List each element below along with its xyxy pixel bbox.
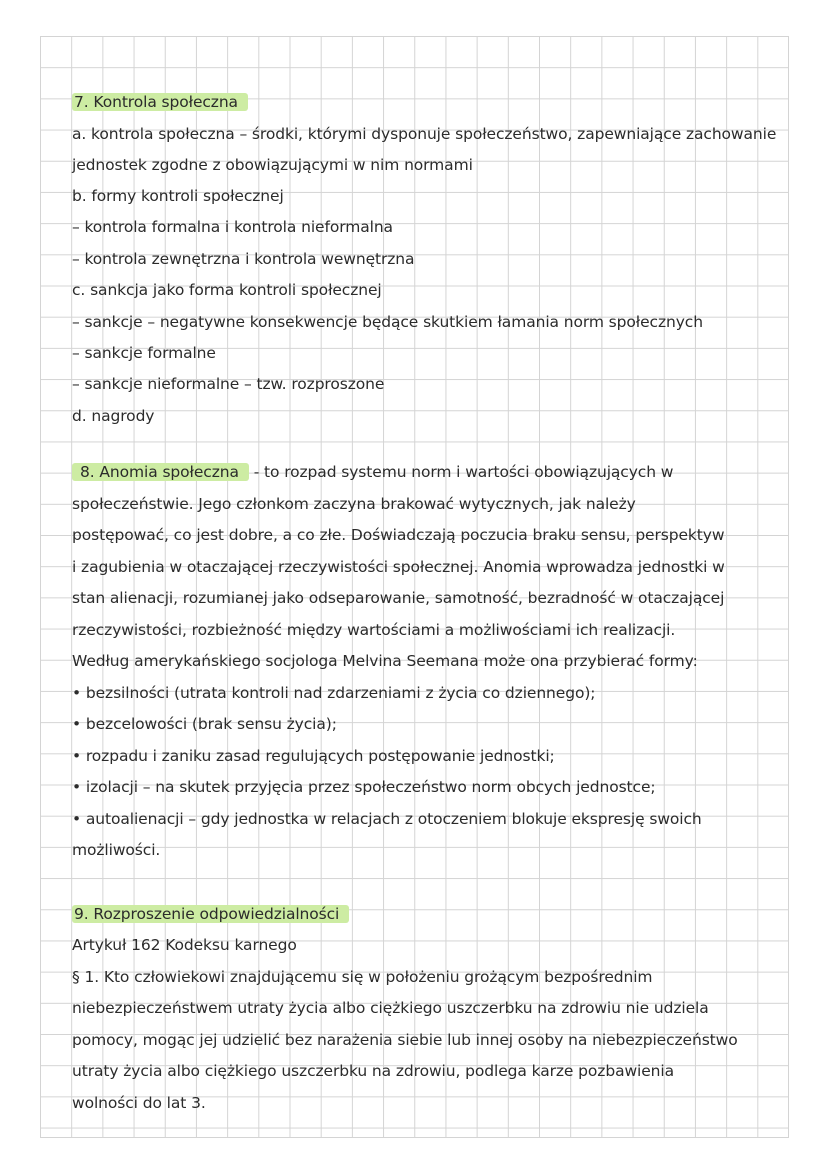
section-7-line: d. nagrody (72, 407, 155, 425)
section-8-bullet: • bezcelowości (brak sensu życia); (72, 715, 337, 733)
section-7-heading-line (72, 92, 248, 112)
section-8-heading: 8. Anomia społeczna (72, 463, 249, 481)
section-9-line: niebezpieczeństwem utraty życia albo ciężkiego uszczerbku na zdrowiu nie udziela (72, 999, 709, 1017)
section-9-line: § 1. Kto człowiekowi znajdującemu się w położeniu grożącym bezpośrednim (72, 968, 653, 986)
section-7-line: – sankcje formalne (72, 344, 216, 362)
section-8-line: rzeczywistości, rozbieżność między wartościami a możliwościami ich realizacji. (72, 621, 676, 639)
section-8-bullet: • bezsilności (utrata kontroli nad zdarzeniami z życia co dziennego); (72, 684, 596, 702)
section-7-line: – sankcje nieformalne – tzw. rozproszone (72, 375, 385, 393)
section-7-line: – sankcje – negatywne konsekwencje będące skutkiem łamania norm społecznych (72, 313, 703, 331)
section-8-bullet: • izolacji – na skutek przyjęcia przez społeczeństwo norm obcych jednostce; (72, 778, 656, 796)
section-8-line: stan alienacji, rozumianej jako odseparowanie, samotność, bezradność w otaczającej (72, 589, 725, 607)
section-8-line: Według amerykańskiego socjologa Melvina Seemana może ona przybierać formy: (72, 652, 698, 670)
section-8-first-line (72, 462, 673, 482)
section-9-line: utraty życia albo ciężkiego uszczerbku na zdrowiu, podlega karze pozbawienia (72, 1062, 675, 1080)
section-8-definition-start: - to rozpad systemu norm i wartości obowiązujących w (248, 463, 674, 481)
section-9-heading-line (72, 904, 349, 924)
section-9-heading: 9. Rozproszenie odpowiedzialności (72, 905, 349, 923)
section-7-line: c. sankcja jako forma kontroli społecznej (72, 281, 382, 299)
section-8-line: postępować, co jest dobre, a co złe. Doświadczają poczucia braku sensu, perspektyw (72, 526, 725, 544)
section-9-line: Artykuł 162 Kodeksu karnego (72, 936, 297, 954)
section-7-line: – kontrola formalna i kontrola nieformalna (72, 218, 393, 236)
section-7-heading: 7. Kontrola społeczna (72, 93, 248, 111)
section-9-line: wolności do lat 3. (72, 1094, 206, 1112)
section-8-line: i zagubienia w otaczającej rzeczywistości społecznej. Anomia wprowadza jednostki w (72, 558, 725, 576)
section-8-line: możliwości. (72, 841, 161, 859)
section-7-line: – kontrola zewnętrzna i kontrola wewnętrzna (72, 250, 415, 268)
section-8-line: społeczeństwie. Jego członkom zaczyna brakować wytycznych, jak należy (72, 495, 636, 513)
section-9-line: pomocy, mogąc jej udzielić bez narażenia siebie lub innej osoby na niebezpieczeństwo (72, 1031, 738, 1049)
section-7-line: a. kontrola społeczna – środki, którymi dysponuje społeczeństwo, zapewniające zachowanie (72, 125, 777, 143)
section-8-bullet: • rozpadu i zaniku zasad regulujących postępowanie jednostki; (72, 747, 555, 765)
section-7-line: jednostek zgodne z obowiązującymi w nim normami (72, 156, 473, 174)
section-7-line: b. formy kontroli społecznej (72, 187, 284, 205)
section-8-bullet: • autoalienacji – gdy jednostka w relacjach z otoczeniem blokuje ekspresję swoich (72, 810, 702, 828)
